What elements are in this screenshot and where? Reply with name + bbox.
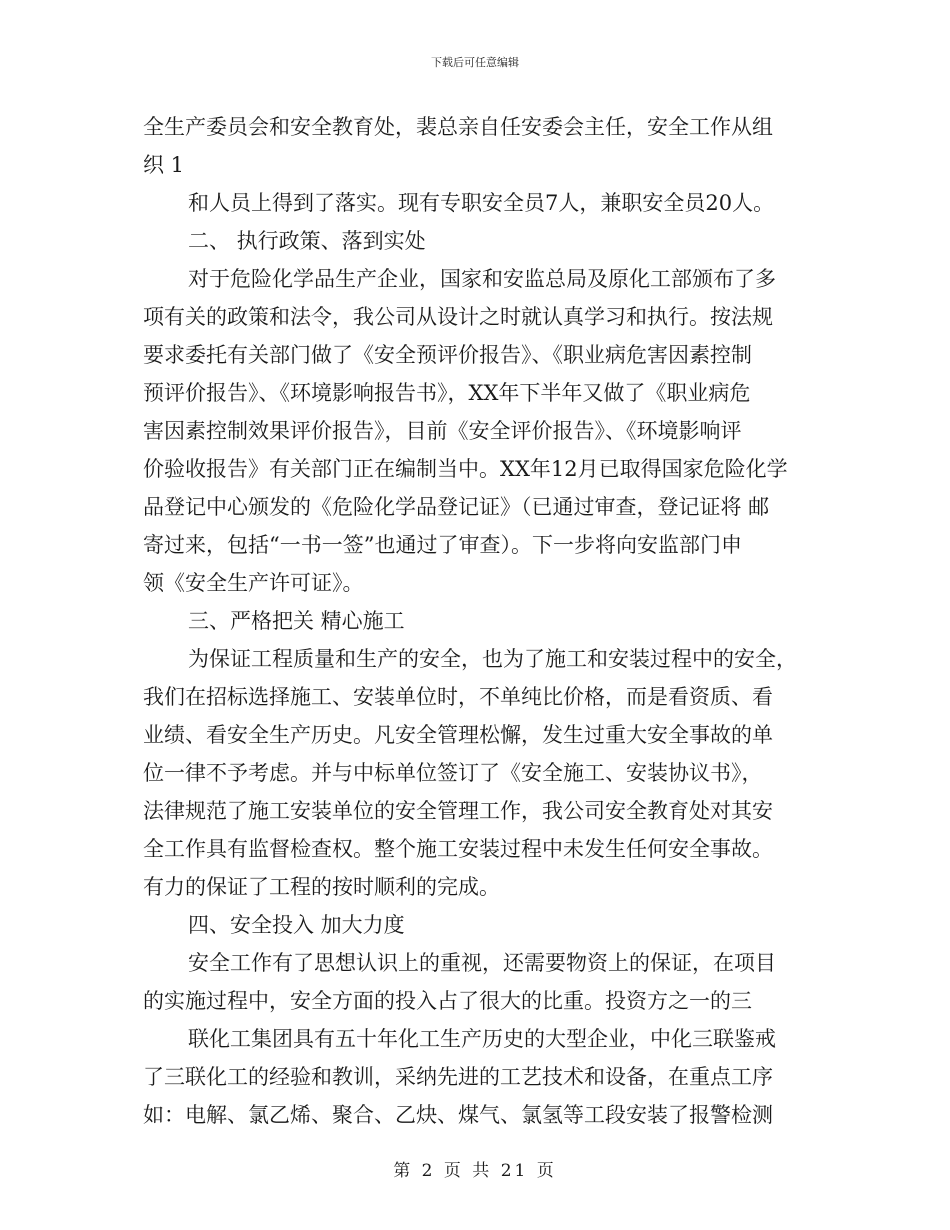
text-line: 项有关的政策和法令，我公司从设计之时就认真学习和执行。按法规	[143, 305, 773, 329]
text-line: 三、严格把关 精心施工	[188, 609, 405, 633]
text-line: 织 1	[143, 153, 185, 177]
text-line: 法律规范了施工安装单位的安全管理工作，我公司安全教育处对其安	[143, 799, 773, 823]
text-line: 要求委托有关部门做了《安全预评价报告》、《职业病危害因素控制	[143, 343, 752, 367]
text-line: 害因素控制效果评价报告》，目前《安全评价报告》、《环境影响评	[143, 419, 742, 443]
text-line: 品登记中心颁发的《危险化学品登记证》（已通过审查，登记证将 邮	[143, 495, 770, 519]
text-line: 领《安全生产许可证》。	[143, 571, 364, 595]
text-line: 安全工作有了思想认识上的重视，还需要物资上的保证，在项目	[188, 951, 776, 975]
text-line: 为保证工程质量和生产的安全，也为了施工和安装过程中的安全，	[188, 647, 797, 671]
text-line: 了三联化工的经验和教训，采纳先进的工艺技术和设备，在重点工序	[143, 1065, 773, 1089]
document-body	[143, 108, 815, 1134]
text-line: 四、安全投入 加大力度	[188, 913, 405, 937]
text-line: 我们在招标选择施工、安装单位时，不单纯比价格，而是看资质、看	[143, 685, 773, 709]
text-line: 全生产委员会和安全教育处，裴总亲自任安委会主任，安全工作从组	[143, 115, 773, 139]
header-note: 下载后可任意编辑	[431, 56, 519, 69]
text-line: 寄过来，包括“一书一签”也通过了审查）。下一步将向安监部门申	[143, 533, 742, 557]
text-line: 业绩、看安全生产历史。凡安全管理松懈，发生过重大安全事故的单	[143, 723, 773, 747]
text-line: 全工作具有监督检查权。整个施工安装过程中未发生任何安全事故。	[143, 837, 773, 861]
text-line: 预评价报告》、《环境影响报告书》，XX年下半年又做了《职业病危	[143, 381, 751, 405]
text-line: 二、 执行政策、落到实处	[188, 229, 426, 253]
page-number-footer: 第 2 页 共 21 页	[393, 1161, 557, 1181]
text-line: 如：电解、氯乙烯、聚合、乙炔、煤气、氯氢等工段安装了报警检测	[143, 1103, 773, 1127]
text-line: 价验收报告》有关部门正在编制当中。XX年12月已取得国家危险化学	[143, 457, 788, 481]
text-line: 和人员上得到了落实。现有专职安全员7人，兼职安全员20人。	[188, 191, 775, 215]
text-line: 位一律不予考虑。并与中标单位签订了《安全施工、安装协议书》，	[143, 761, 763, 785]
text-line: 的实施过程中，安全方面的投入占了很大的比重。投资方之一的三	[143, 989, 752, 1013]
text-line: 有力的保证了工程的按时顺利的完成。	[143, 875, 500, 899]
text-line: 联化工集团具有五十年化工生产历史的大型企业，中化三联鉴戒	[188, 1027, 776, 1051]
text-line: 对于危险化学品生产企业，国家和安监总局及原化工部颁布了多	[188, 267, 776, 291]
